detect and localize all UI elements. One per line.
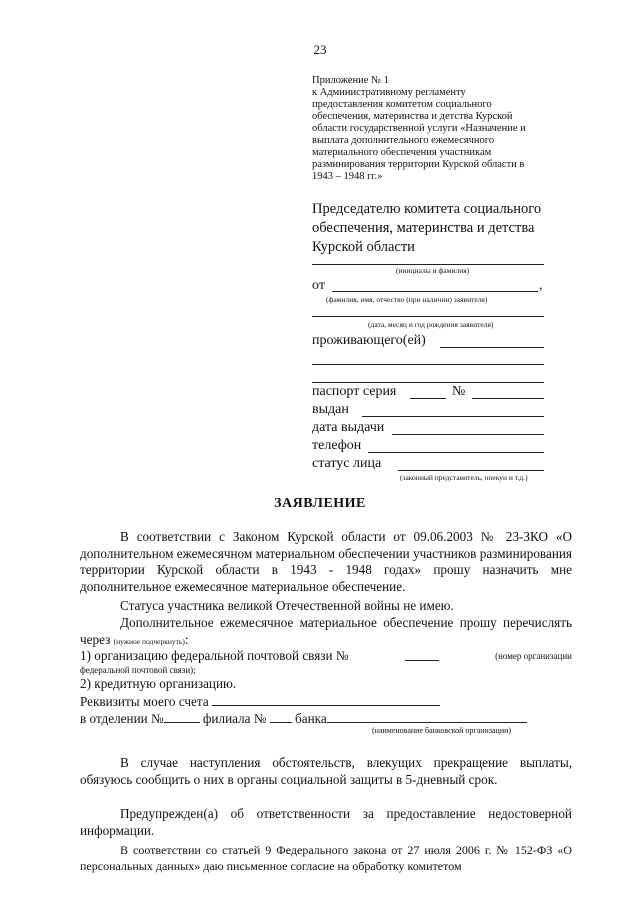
filial-number-line[interactable] — [270, 710, 292, 723]
account-row — [80, 693, 572, 711]
body-paragraph-1 — [80, 529, 572, 595]
payment-method-note: (нужное подчеркнуть) — [113, 636, 185, 646]
paragraph-text: Предупрежден(а) об ответственности за предоставление недостоверной информации. — [80, 806, 572, 838]
from-comma: , — [539, 278, 543, 293]
payment-method-text: Дополнительное ежемесячное материальное обеспечение прошу перечислять через — [80, 615, 572, 647]
status-caption: (законный представитель, опекун и т.д.) — [400, 473, 528, 482]
option-2-text: 2) кредитную организацию. — [80, 676, 237, 691]
passport-number-label: № — [452, 384, 466, 399]
passport-series-line[interactable] — [410, 398, 446, 399]
payment-option-1[interactable] — [80, 648, 572, 676]
appendix-line: области государственной услуги «Назначение и — [312, 123, 526, 134]
fio-caption: (фамилия, имя, отчество (при наличии) заявителя) — [326, 295, 488, 304]
body-paragraph-3 — [80, 615, 572, 650]
page-number: 23 — [313, 42, 327, 57]
appendix-line: материального обеспечения участникам — [312, 147, 492, 158]
option-1-note-2: федеральной почтовой связи); — [80, 664, 196, 675]
payment-option-2[interactable] — [80, 676, 572, 693]
status-line[interactable] — [398, 470, 544, 471]
body-paragraph-5 — [80, 806, 572, 839]
issue-date-line[interactable] — [392, 434, 544, 435]
initials-caption: (инициалы и фамилия) — [396, 266, 470, 275]
branch-label: в отделении № — [80, 711, 164, 726]
post-office-number-line[interactable] — [405, 648, 439, 661]
issue-date-label: дата выдачи — [312, 420, 385, 435]
paragraph-text: В соответствии с Законом Курской области от 09.06.2003 № 23-ЗКО «О дополнительном ежемесячном материальном обеспечении участников разминирования территории Курской области в 1943 - 1948 годах» прошу назначить мне дополнительное ежемесячное материальное обеспечение. — [80, 529, 572, 594]
body-paragraph-4 — [80, 755, 572, 788]
appendix-line: 1943 – 1948 гг.» — [312, 171, 383, 182]
appendix-line: к Административному регламенту — [312, 87, 466, 98]
address-line-3[interactable] — [312, 382, 544, 383]
issued-label: выдан — [312, 402, 349, 417]
appendix-line: обеспечения, материнства и детства Курской — [312, 111, 513, 122]
appendix-line: разминирования территории Курской области в — [312, 159, 525, 170]
paragraph-text: Статуса участника великой Отечественной войны не имею. — [120, 598, 454, 613]
addressee-block — [312, 200, 602, 257]
bank-caption: (наименование банковской организации) — [372, 726, 512, 735]
addressee-line: Курской области — [312, 239, 415, 255]
applicant-name-line[interactable] — [332, 291, 538, 292]
appendix-line: выплата дополнительного ежемесячного — [312, 135, 495, 146]
issued-line[interactable] — [362, 416, 544, 417]
passport-series-label: паспорт серия — [312, 384, 397, 399]
birth-date-line[interactable] — [312, 316, 544, 317]
account-label: Реквизиты моего счета — [80, 694, 209, 709]
appendix-line: Приложение № 1 — [312, 75, 389, 86]
bank-name-line[interactable] — [327, 710, 527, 723]
initials-line[interactable] — [312, 264, 544, 265]
account-line[interactable] — [212, 693, 440, 706]
paragraph-text — [80, 615, 572, 650]
address-line-1[interactable] — [440, 347, 544, 348]
phone-line[interactable] — [368, 452, 544, 453]
branch-row — [80, 710, 572, 728]
from-label: от — [312, 278, 325, 293]
payment-method-colon: : — [184, 631, 189, 647]
phone-label: телефон — [312, 438, 362, 453]
bank-label: банка — [295, 711, 327, 726]
appendix-line: предоставления комитетом социального — [312, 99, 492, 110]
branch-number-line[interactable] — [164, 710, 200, 723]
option-1-row — [80, 648, 572, 665]
option-1-note: (номер организации — [495, 651, 572, 661]
option-1-text: 1) организацию федеральной почтовой связи № — [80, 648, 349, 663]
document-title: ЗАЯВЛЕНИЕ — [274, 496, 366, 511]
status-label: статус лица — [312, 456, 382, 471]
paragraph-text: В соответствии со статьей 9 Федерального закона от 27 июля 2006 г. № 152-ФЗ «О персональных данных» даю письменное согласие на обработку комитетом — [80, 843, 572, 873]
address-line-2[interactable] — [312, 364, 544, 365]
residing-label: проживающего(ей) — [312, 333, 426, 348]
body-paragraph-6 — [80, 842, 572, 874]
body-paragraph-2 — [80, 598, 572, 615]
appendix-header — [312, 75, 592, 183]
addressee-line: Председателю комитета социального — [312, 201, 542, 217]
birth-caption: (дата, месяц и год рождения заявителя) — [368, 320, 494, 329]
paragraph-text: В случае наступления обстоятельств, влекущих прекращение выплаты, обязуюсь сообщить о них в органы социальной защиты в 5-дневный срок. — [80, 755, 572, 787]
passport-number-line[interactable] — [472, 398, 544, 399]
filial-label: филиала № — [202, 711, 267, 726]
addressee-line: обеспечения, материнства и детства — [312, 220, 535, 236]
